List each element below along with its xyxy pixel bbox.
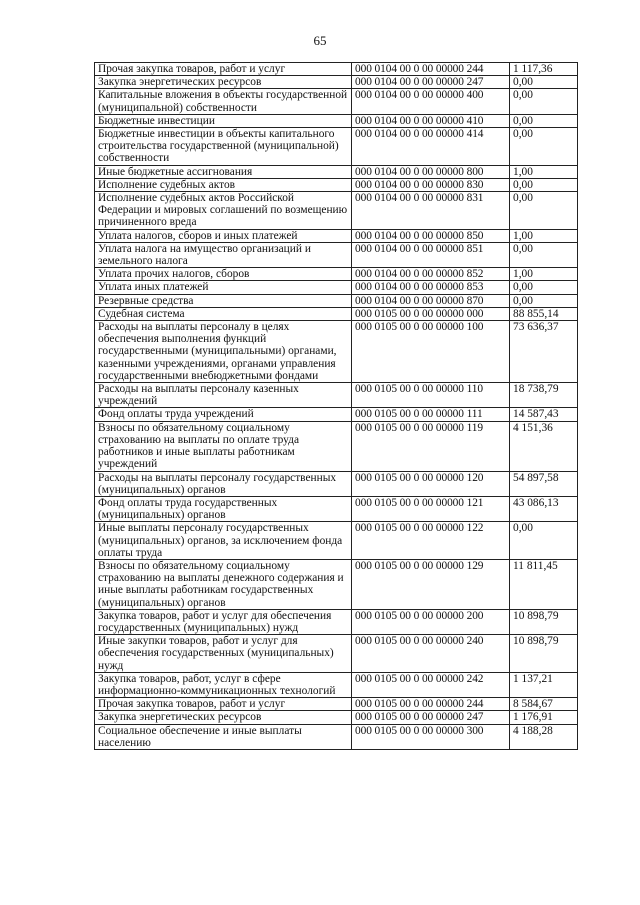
table-row — [95, 321, 578, 383]
expense-name-cell: Исполнение судебных актов Российской Федерации и мировых соглашений по возмещению причиненного вреда — [95, 192, 352, 230]
budget-code-cell: 000 0105 00 0 00 00000 129 — [352, 559, 510, 609]
table-row — [95, 698, 578, 711]
amount-cell: 0,00 — [510, 522, 578, 560]
budget-code-cell: 000 0105 00 0 00 00000 119 — [352, 421, 510, 471]
amount-cell: 11 811,45 — [510, 559, 578, 609]
budget-code-cell: 000 0105 00 0 00 00000 110 — [352, 383, 510, 408]
amount-cell: 43 086,13 — [510, 496, 578, 521]
amount-cell: 18 738,79 — [510, 383, 578, 408]
budget-code-cell: 000 0104 00 0 00 00000 851 — [352, 242, 510, 267]
expense-name-cell: Расходы на выплаты персоналу государственных (муниципальных) органов — [95, 471, 352, 496]
expense-name-cell: Фонд оплаты труда учреждений — [95, 408, 352, 421]
budget-code-cell: 000 0104 00 0 00 00000 831 — [352, 192, 510, 230]
expense-name-cell: Фонд оплаты труда государственных (муниципальных) органов — [95, 496, 352, 521]
expense-name-cell: Закупка товаров, работ и услуг для обеспечения государственных (муниципальных) нужд — [95, 609, 352, 634]
table-row — [95, 559, 578, 609]
budget-code-cell: 000 0105 00 0 00 00000 247 — [352, 711, 510, 724]
budget-code-cell: 000 0105 00 0 00 00000 122 — [352, 522, 510, 560]
amount-cell: 8 584,67 — [510, 698, 578, 711]
budget-code-cell: 000 0105 00 0 00 00000 111 — [352, 408, 510, 421]
expense-name-cell: Прочая закупка товаров, работ и услуг — [95, 63, 352, 76]
table-row — [95, 471, 578, 496]
table-row — [95, 192, 578, 230]
table-row — [95, 294, 578, 307]
amount-cell: 0,00 — [510, 114, 578, 127]
expense-name-cell: Бюджетные инвестиции — [95, 114, 352, 127]
budget-code-cell: 000 0105 00 0 00 00000 244 — [352, 698, 510, 711]
expense-name-cell: Взносы по обязательному социальному страхованию на выплаты денежного содержания и иные выплаты работникам государственных (муниципальных) органов — [95, 559, 352, 609]
table-row — [95, 114, 578, 127]
budget-code-cell: 000 0104 00 0 00 00000 410 — [352, 114, 510, 127]
table-row — [95, 128, 578, 166]
budget-code-cell: 000 0105 00 0 00 00000 242 — [352, 672, 510, 697]
budget-code-cell: 000 0104 00 0 00 00000 244 — [352, 63, 510, 76]
expense-name-cell: Уплата прочих налогов, сборов — [95, 268, 352, 281]
budget-code-cell: 000 0104 00 0 00 00000 800 — [352, 165, 510, 178]
table-row — [95, 609, 578, 634]
expense-name-cell: Уплата иных платежей — [95, 281, 352, 294]
amount-cell: 1,00 — [510, 268, 578, 281]
expense-name-cell: Закупка энергетических ресурсов — [95, 76, 352, 89]
expense-name-cell: Закупка энергетических ресурсов — [95, 711, 352, 724]
amount-cell: 0,00 — [510, 89, 578, 114]
expense-name-cell: Расходы на выплаты персоналу в целях обеспечения выполнения функций государственными (муниципальными) органами, казенными учреждениями, органами управления государственными внебюджетными фондами — [95, 321, 352, 383]
budget-code-cell: 000 0104 00 0 00 00000 830 — [352, 178, 510, 191]
amount-cell: 4 151,36 — [510, 421, 578, 471]
table-row — [95, 635, 578, 673]
budget-code-cell: 000 0104 00 0 00 00000 870 — [352, 294, 510, 307]
budget-code-cell: 000 0104 00 0 00 00000 247 — [352, 76, 510, 89]
table-row — [95, 63, 578, 76]
table-row — [95, 165, 578, 178]
amount-cell: 0,00 — [510, 76, 578, 89]
expense-name-cell: Закупка товаров, работ, услуг в сфере информационно-коммуникационных технологий — [95, 672, 352, 697]
expense-name-cell: Резервные средства — [95, 294, 352, 307]
expense-name-cell: Иные бюджетные ассигнования — [95, 165, 352, 178]
expense-name-cell: Уплата налогов, сборов и иных платежей — [95, 229, 352, 242]
amount-cell: 88 855,14 — [510, 307, 578, 320]
table-row — [95, 281, 578, 294]
budget-code-cell: 000 0105 00 0 00 00000 240 — [352, 635, 510, 673]
table-row — [95, 711, 578, 724]
table-row — [95, 672, 578, 697]
budget-code-cell: 000 0105 00 0 00 00000 120 — [352, 471, 510, 496]
budget-code-cell: 000 0105 00 0 00 00000 121 — [352, 496, 510, 521]
table-row — [95, 229, 578, 242]
amount-cell: 10 898,79 — [510, 609, 578, 634]
table-row — [95, 242, 578, 267]
amount-cell: 14 587,43 — [510, 408, 578, 421]
amount-cell: 73 636,37 — [510, 321, 578, 383]
page-number: 65 — [313, 33, 327, 48]
table-row — [95, 522, 578, 560]
table-row — [95, 307, 578, 320]
amount-cell: 0,00 — [510, 178, 578, 191]
expense-name-cell: Расходы на выплаты персоналу казенных учреждений — [95, 383, 352, 408]
amount-cell: 0,00 — [510, 281, 578, 294]
budget-code-cell: 000 0104 00 0 00 00000 853 — [352, 281, 510, 294]
expense-name-cell: Взносы по обязательному социальному страхованию на выплаты по оплате труда работников и иные выплаты работникам учреждений — [95, 421, 352, 471]
budget-code-cell: 000 0104 00 0 00 00000 400 — [352, 89, 510, 114]
amount-cell: 0,00 — [510, 294, 578, 307]
amount-cell: 0,00 — [510, 192, 578, 230]
expense-name-cell: Уплата налога на имущество организаций и земельного налога — [95, 242, 352, 267]
expense-name-cell: Судебная система — [95, 307, 352, 320]
table-row — [95, 383, 578, 408]
table-row — [95, 268, 578, 281]
amount-cell: 1 117,36 — [510, 63, 578, 76]
amount-cell: 1 176,91 — [510, 711, 578, 724]
expense-name-cell: Бюджетные инвестиции в объекты капитального строительства государственной (муниципальной) собственности — [95, 128, 352, 166]
table-row — [95, 724, 578, 749]
amount-cell: 1,00 — [510, 165, 578, 178]
amount-cell: 0,00 — [510, 128, 578, 166]
table-row — [95, 76, 578, 89]
table-row — [95, 421, 578, 471]
expense-name-cell: Иные закупки товаров, работ и услуг для обеспечения государственных (муниципальных) нужд — [95, 635, 352, 673]
amount-cell: 1,00 — [510, 229, 578, 242]
budget-code-cell: 000 0105 00 0 00 00000 000 — [352, 307, 510, 320]
budget-expenditure-table — [94, 62, 578, 750]
expense-name-cell: Социальное обеспечение и иные выплаты населению — [95, 724, 352, 749]
table-row — [95, 496, 578, 521]
amount-cell: 54 897,58 — [510, 471, 578, 496]
budget-code-cell: 000 0105 00 0 00 00000 100 — [352, 321, 510, 383]
budget-code-cell: 000 0105 00 0 00 00000 300 — [352, 724, 510, 749]
table-row — [95, 408, 578, 421]
expense-name-cell: Иные выплаты персоналу государственных (муниципальных) органов, за исключением фонда оплаты труда — [95, 522, 352, 560]
amount-cell: 10 898,79 — [510, 635, 578, 673]
budget-code-cell: 000 0104 00 0 00 00000 414 — [352, 128, 510, 166]
expense-name-cell: Исполнение судебных актов — [95, 178, 352, 191]
budget-code-cell: 000 0104 00 0 00 00000 852 — [352, 268, 510, 281]
expense-name-cell: Прочая закупка товаров, работ и услуг — [95, 698, 352, 711]
table-row — [95, 89, 578, 114]
amount-cell: 1 137,21 — [510, 672, 578, 697]
budget-code-cell: 000 0104 00 0 00 00000 850 — [352, 229, 510, 242]
expense-name-cell: Капитальные вложения в объекты государственной (муниципальной) собственности — [95, 89, 352, 114]
amount-cell: 0,00 — [510, 242, 578, 267]
budget-code-cell: 000 0105 00 0 00 00000 200 — [352, 609, 510, 634]
table-row — [95, 178, 578, 191]
amount-cell: 4 188,28 — [510, 724, 578, 749]
